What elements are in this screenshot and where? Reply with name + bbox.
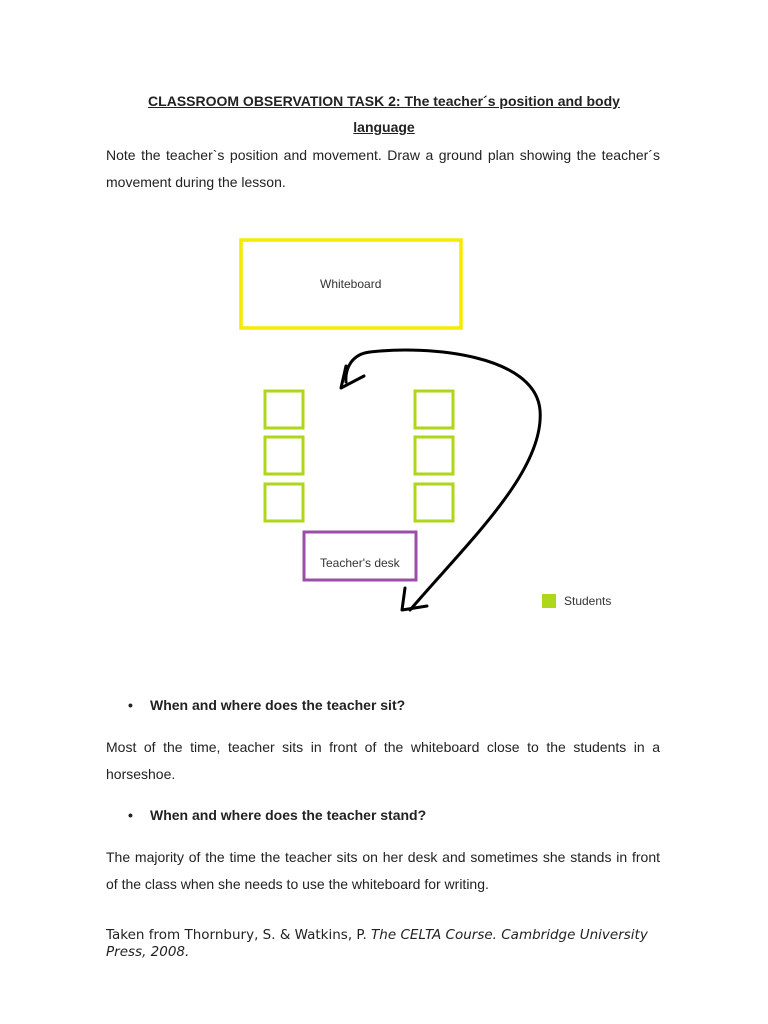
arrowhead-bottom [402, 588, 427, 610]
bullet-marker: • [128, 807, 133, 823]
student-seat [265, 391, 303, 428]
citation-title: The CELTA Course. Cambridge University Press, 2008. [106, 927, 648, 960]
students-legend-swatch [542, 594, 556, 608]
title-line-1: CLASSROOM OBSERVATION TASK 2: The teacher´s position and body [148, 93, 620, 109]
teacher-desk-label: Teacher's desk [320, 556, 400, 570]
citation-prefix: Taken from Thornbury, S. & Watkins, P. [106, 927, 372, 943]
student-seat [415, 437, 453, 474]
answer-1: Most of the time, teacher sits in front of the whiteboard close to the students in a horseshoe. [106, 739, 660, 782]
students-legend-label: Students [564, 594, 612, 608]
whiteboard-label: Whiteboard [320, 277, 382, 291]
student-seat [415, 391, 453, 428]
student-seat [265, 484, 303, 521]
question-2-text: When and where does the teacher stand? [150, 807, 427, 823]
movement-arrow-path [346, 350, 540, 610]
question-1-text: When and where does the teacher sit? [150, 697, 406, 713]
student-seat [415, 484, 453, 521]
citation-footer [106, 927, 666, 961]
answer-2: The majority of the time the teacher sits on her desk and sometimes she stands in front of the class when she needs to use the whiteboard for writing. [106, 849, 660, 892]
question-2 [128, 805, 426, 825]
bullet-marker: • [128, 697, 133, 713]
intro-paragraph: Note the teacher`s position and movement. Draw a ground plan showing the teacher´s movement during the lesson. [106, 147, 660, 190]
student-seat [265, 437, 303, 474]
question-1 [128, 695, 405, 715]
arrowhead-top [341, 366, 364, 388]
title-line-2: language [353, 119, 415, 135]
